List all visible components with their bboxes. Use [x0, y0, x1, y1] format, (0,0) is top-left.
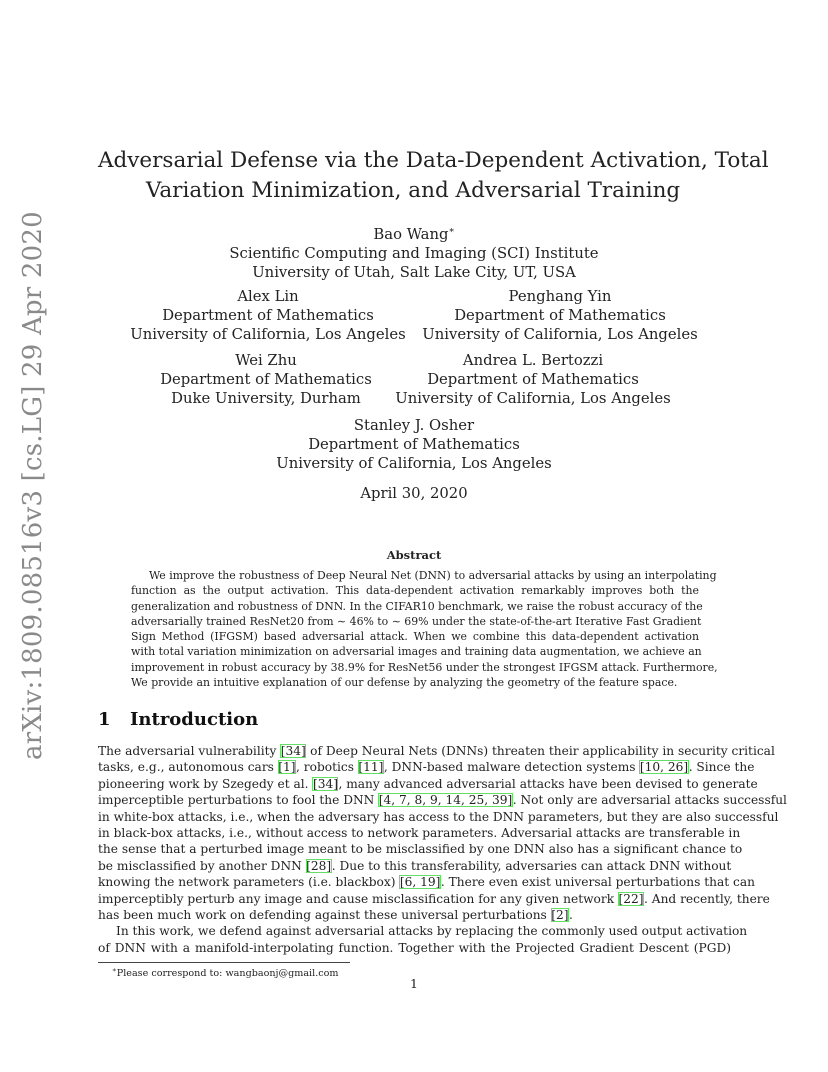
body-line: of DNN with a manifold-interpolating function. Together with the Projected Gradient Descent (PGD): [98, 940, 731, 955]
author-affiliation: Department of Mathematics: [160, 371, 372, 388]
author-name: Andrea L. Bertozzi: [462, 352, 604, 369]
arxiv-identifier: arXiv:1809.08516v3 [cs.LG] 29 Apr 2020: [18, 211, 48, 760]
author-name: Alex Lin: [237, 288, 299, 305]
author-institution: University of California, Los Angeles: [422, 326, 698, 343]
abstract-line: with total variation minimization on adversarial images and training data augmentation, we achieve an: [131, 645, 702, 659]
paper-date: April 30, 2020: [360, 485, 468, 502]
abstract-text: [131, 568, 718, 690]
abstract-heading: Abstract: [386, 548, 442, 562]
citation-link[interactable]: [28]: [306, 858, 332, 873]
body-line: be misclassified by another DNN [28]. Due to this transferability, adversaries can attack DNN without: [98, 858, 732, 873]
author-affiliation: Scientific Computing and Imaging (SCI) Institute: [229, 244, 599, 262]
body-line: pioneering work by Szegedy et al. [34], many advanced adversarial attacks have been devised to generate: [98, 776, 758, 791]
author-name: Bao Wang: [373, 225, 449, 243]
author-bao-wang: [0, 222, 828, 282]
body-line: tasks, e.g., autonomous cars [1], robotics [11], DNN-based malware detection systems [10, 26]. Since the: [98, 760, 755, 775]
author-affiliation: Department of Mathematics: [427, 371, 639, 388]
citation-link[interactable]: [22]: [618, 891, 644, 906]
author-name: Stanley J. Osher: [353, 417, 475, 434]
body-line: imperceptible perturbations to fool the DNN [4, 7, 8, 9, 14, 25, 39]. Not only are adversarial attacks successful: [98, 793, 787, 808]
author-stanley-osher: [0, 416, 828, 473]
paper-title: [98, 146, 769, 206]
footnote-text: Please correspond to: wangbaonj@gmail.com: [116, 968, 339, 980]
body-line: imperceptibly perturb any image and cause misclassification for any given network [22]. And recently, there: [98, 891, 770, 906]
abstract-line: We improve the robustness of Deep Neural Net (DNN) to adversarial attacks by using an interpolating: [149, 569, 717, 582]
title-line-2: Variation Minimization, and Adversarial Training: [145, 178, 681, 203]
author-institution: University of California, Los Angeles: [395, 390, 671, 407]
footnote-divider: [98, 962, 350, 963]
author-affiliation: Department of Mathematics: [454, 307, 666, 324]
citation-link[interactable]: [11]: [358, 760, 384, 775]
introduction-body: [98, 743, 787, 956]
body-line: In this work, we defend against adversarial attacks by replacing the commonly used output activation: [116, 924, 748, 939]
abstract-line: adversarially trained ResNet20 from ∼ 46% to ∼ 69% under the state-of-the-art Iterative Fast Gradient: [131, 614, 702, 628]
citation-link[interactable]: [1]: [278, 760, 296, 775]
abstract-line: improvement in robust accuracy by 38.9% for ResNet56 under the strongest IFGSM attack. Furthermore,: [131, 660, 718, 674]
citation-link[interactable]: [34]: [280, 744, 306, 758]
author-institution: University of California, Los Angeles: [276, 455, 552, 472]
body-line: The adversarial vulnerability [34] of Deep Neural Nets (DNNs) threaten their applicability in security critical: [98, 744, 775, 758]
body-line: knowing the network parameters (i.e. blackbox) [6, 19]. There even exist universal perturbations that can: [98, 875, 755, 890]
body-line: has been much work on defending against these universal perturbations [2].: [98, 908, 573, 923]
page-number: 1: [410, 976, 418, 991]
citation-link[interactable]: [10, 26]: [639, 760, 689, 775]
author-institution: University of California, Los Angeles: [130, 326, 406, 343]
title-line-1: Adversarial Defense via the Data-Dependent Activation, Total: [98, 148, 769, 173]
citation-link[interactable]: [4, 7, 8, 9, 14, 25, 39]: [378, 793, 513, 808]
body-line: in white-box attacks, i.e., when the adversary has access to the DNN parameters, but they are also successful: [98, 809, 779, 824]
citation-link[interactable]: [2]: [551, 908, 569, 923]
author-institution: University of Utah, Salt Lake City, UT, USA: [252, 263, 576, 281]
author-name: Penghang Yin: [508, 288, 612, 305]
abstract-line: generalization and robustness of DNN. In the CIFAR10 benchmark, we raise the robust accuracy of the: [131, 599, 703, 613]
section-number: 1: [98, 709, 111, 730]
citation-link[interactable]: [6, 19]: [399, 875, 441, 890]
author-name: Wei Zhu: [235, 352, 297, 369]
author-affiliation: Department of Mathematics: [308, 436, 520, 453]
author-penghang-yin: [420, 287, 700, 344]
author-wei-zhu: [128, 351, 404, 408]
author-alex-lin: [128, 287, 408, 344]
abstract-line: function as the output activation. This data-dependent activation remarkably improves both the: [131, 584, 699, 598]
body-line: in black-box attacks, i.e., without access to network parameters. Adversarial attacks are transferable in: [98, 826, 741, 841]
footnote-marker: ∗: [112, 966, 117, 974]
body-line: the sense that a perturbed image meant to be misclassified by one DNN also has a significant chance to: [98, 842, 743, 857]
abstract-line: We provide an intuitive explanation of our defense by analyzing the geometry of the feature space.: [131, 676, 678, 690]
footnote-marker: ∗: [448, 226, 455, 236]
abstract-line: Sign Method (IFGSM) based adversarial attack. When we combine this data-dependent activation: [131, 630, 699, 644]
section-heading-introduction: [98, 709, 258, 730]
citation-link[interactable]: [34]: [312, 776, 338, 791]
author-andrea-bertozzi: [393, 351, 673, 408]
section-title: Introduction: [130, 709, 259, 730]
author-affiliation: Department of Mathematics: [162, 307, 374, 324]
author-institution: Duke University, Durham: [171, 390, 361, 407]
